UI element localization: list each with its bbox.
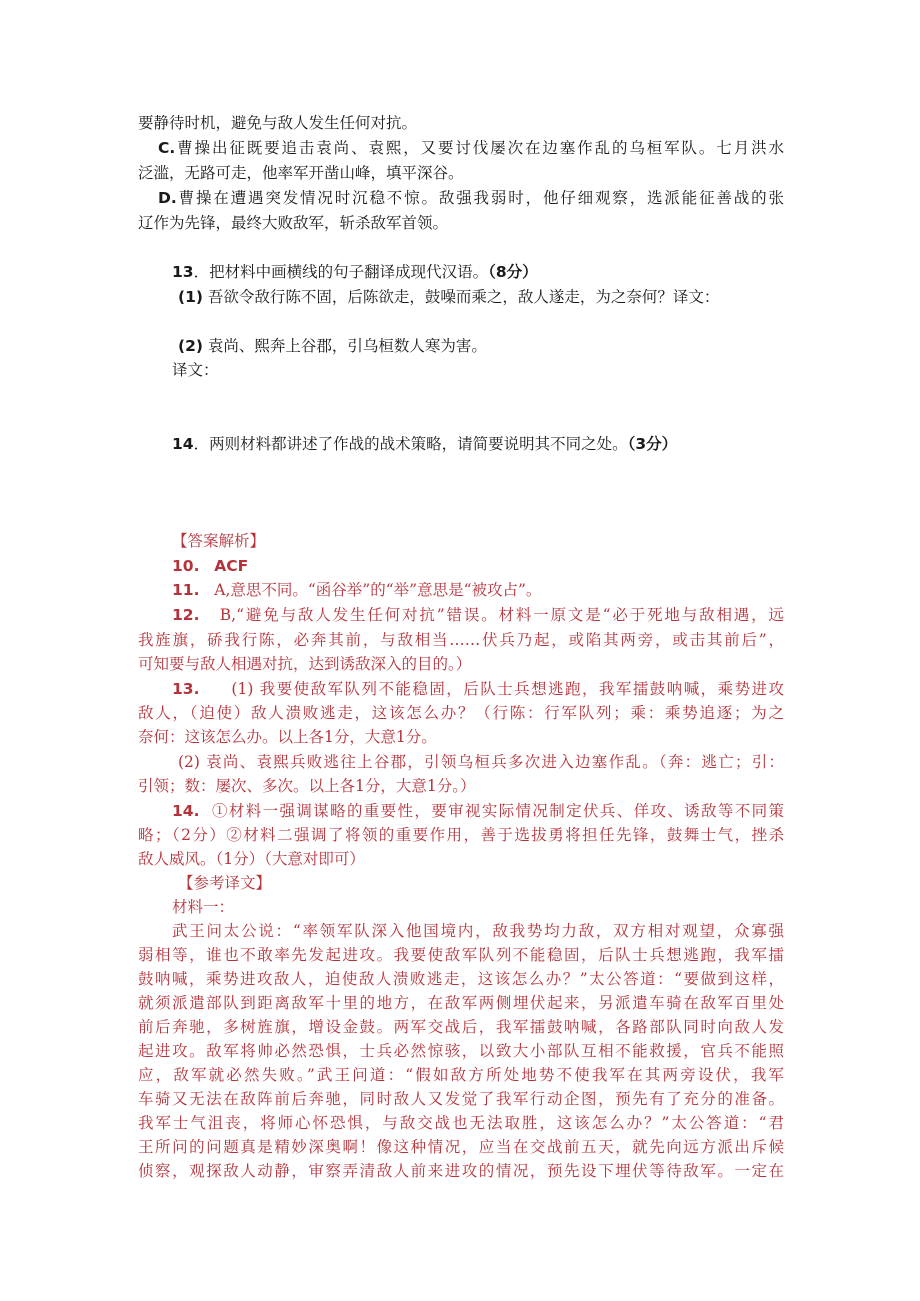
reference-translation-heading: 【参考译文】 <box>178 874 272 892</box>
question-14: 14．两则材料都讲述了作战的战术策略，请简要说明其不同之处。（3分） <box>172 435 678 453</box>
translation-line-9: 我军士气沮丧，将师心怀恐惧，与敌交战也无法取胜，这该怎么办？”太公答道：“君 <box>138 1114 784 1132</box>
option-c-line-1: C.曹操出征既要追击袁尚、袁熙，又要讨伐屡次在边塞作乱的乌桓军队。七月洪水 <box>158 139 784 157</box>
answer-10: 10. ACF <box>172 557 249 575</box>
translation-line-4: 就须派遣部队到距离敌军十里的地方，在敌军两侧埋伏起来，另派遣车骑在敌军百里处 <box>138 994 784 1012</box>
answer-14-line-3: 敌人威风。（1分）（大意对即可） <box>138 850 365 868</box>
answer-13-line-3: 奈何：这该怎么办。以上各1分，大意1分。 <box>138 728 437 746</box>
option-d-label: D. <box>158 189 177 207</box>
option-c-label: C. <box>158 139 176 157</box>
translation-line-10: 王所问的问题真是精妙深奥啊！像这种情况，应当在交战前五天，就先向远方派出斥候 <box>138 1138 784 1156</box>
material-1-label: 材料一： <box>172 898 235 916</box>
answer-13-line-5: 引领；数：屡次、多次。以上各1分，大意1分。） <box>138 777 476 795</box>
option-d-line-2: 辽作为先锋，最终大败敌军，斩杀敌军首领。 <box>138 214 449 232</box>
answer-12-line-3: 可知要与敌人相遇对抗，达到诱敌深入的目的。） <box>138 655 472 673</box>
translation-line-5: 前后奔驰，多树旌旗，增设金鼓。两军交战后，我军擂鼓呐喊，各路部队同时向敌人发 <box>138 1018 784 1036</box>
answer-13-line-1: 13. (1) 我要使敌军队列不能稳固，后队士兵想逃跑，我军擂鼓呐喊，乘势进攻 <box>172 680 784 698</box>
option-c-line-2: 泛滥，无路可走，他率军开凿山峰，填平深谷。 <box>138 164 464 182</box>
translation-line-7: 应，敌军就必然失败。”武王问道：“假如敌方所处地势不使我军在其两旁设伏，我军 <box>138 1066 784 1084</box>
answer-14-line-1: 14. ①材料一强调谋略的重要性，要审视实际情况制定伏兵、佯攻、诱敌等不同策 <box>172 802 784 820</box>
question-13: 13．把材料中画横线的句子翻译成现代汉语。（8分） <box>172 263 538 281</box>
translation-line-11: 侦察，观探敌人动静，审察弄清敌人前来进攻的情况，预先设下埋伏等待敌军。一定在 <box>138 1162 784 1180</box>
answer-14-line-2: 略；（2分）②材料二强调了将领的重要作用，善于选拔勇将担任先锋，鼓舞士气，挫杀 <box>138 826 784 844</box>
question-13-2: (2) 袁尚、熙奔上谷郡，引乌桓数人寒为害。 <box>178 337 487 355</box>
answer-12-line-2: 我旌旗，硚我行陈，必奔其前，与敌相当……伏兵乃起，或陷其两旁，或击其前后”， <box>138 631 784 649</box>
translation-line-2: 弱相等，谁也不敢率先发起进攻。我要使敌军队列不能稳固，后队士兵想逃跑，我军擂 <box>138 946 784 964</box>
translation-line-8: 车骑又无法在敌阵前后奔驰，同时敌人又发觉了我军行动企图，预先有了充分的准备。 <box>138 1090 784 1108</box>
option-d-line-1: D.曹操在遭遇突发情况时沉稳不惊。敌强我弱时，他仔细观察，选派能征善战的张 <box>158 189 784 207</box>
option-b-continuation: 要静待时机，避免与敌人发生任何对抗。 <box>138 114 418 132</box>
translation-line-1: 武王问太公说：“率领军队深入他国境内，敌我势均力敌，双方相对观望，众寡强 <box>172 922 784 940</box>
question-13-1: (1) 吾欲令敌行陈不固，后陈欲走，鼓噪而乘之，敌人遂走，为之奈何？译文： <box>178 288 720 306</box>
answer-12-line-1: 12. B,“避免与敌人发生任何对抗”错误。材料一原文是“必于死地与敌相遇，远 <box>172 606 785 624</box>
answer-13-line-2: 敌人，（迫使）敌人溃败逃走，这该怎么办？（行陈：行军队列；乘：乘势追逐；为之 <box>138 704 784 722</box>
translation-line-3: 鼓呐喊，乘势进攻敌人，迫使敌人溃败逃走，这该怎么办？”太公答道：“要做到这样， <box>138 970 784 988</box>
answer-heading: 【答案解析】 <box>172 532 266 550</box>
translation-line-6: 起进攻。敌军将帅必然恐惧，士兵必然惊骇，以致大小部队互相不能救援，官兵不能照 <box>138 1042 784 1060</box>
question-13-2-answer-label: 译文： <box>172 361 219 379</box>
answer-11: 11. A,意思不同。“函谷举”的“举”意思是“被攻占”。 <box>172 581 542 599</box>
answer-13-line-4: (2) 袁尚、袁熙兵败逃往上谷郡，引领乌桓兵多次进入边塞作乱。（奔：逃亡；引： <box>178 753 784 771</box>
